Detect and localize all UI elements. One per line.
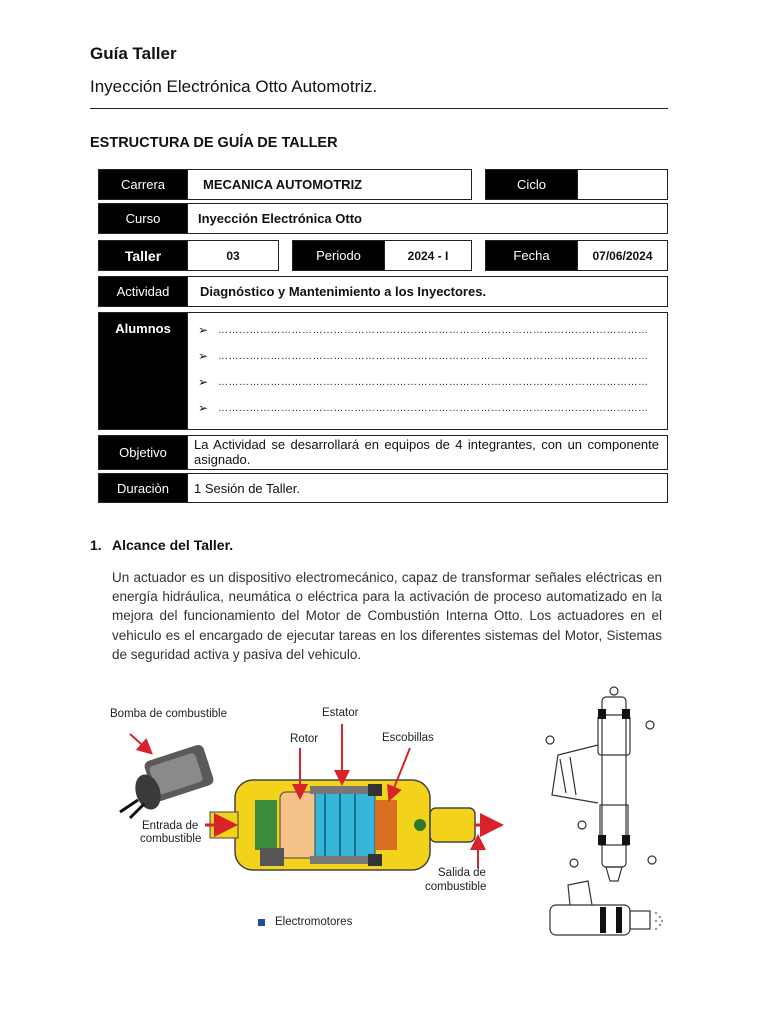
actividad-label: Actividad	[98, 276, 188, 307]
label-entrada-2: combustible	[140, 833, 202, 845]
page-subtitle: Inyección Electrónica Otto Automotriz.	[90, 77, 378, 96]
page-title: Guía Taller	[90, 44, 177, 63]
label-bomba: Bomba de combustible	[110, 708, 227, 720]
alcance-number: 1.	[90, 537, 102, 553]
alumno-line-dots: ……………………………………………………………………………………………………………	[218, 402, 649, 414]
injector-figure	[540, 685, 665, 945]
actividad-value: Diagnóstico y Mantenimiento a los Inyectores.	[187, 276, 668, 307]
alumnos-label	[98, 312, 188, 430]
objetivo-value: La Actividad se desarrollará en equipos de 4 integrantes, con un componente asignado.	[187, 435, 668, 470]
fuel-pump-figure	[100, 700, 520, 945]
fecha-label: Fecha	[485, 240, 578, 271]
injector-drawing	[540, 685, 665, 945]
alumno-line-dots: ……………………………………………………………………………………………………………	[218, 324, 649, 336]
label-escobillas: Escobillas	[382, 732, 434, 744]
alcance-title: Alcance del Taller.	[112, 537, 234, 553]
arrow-bullet-icon: ➢	[198, 349, 209, 363]
curso-label: Curso	[98, 203, 188, 234]
arrow-bullet-icon: ➢	[198, 401, 209, 415]
curso-value: Inyección Electrónica Otto	[187, 203, 668, 234]
objetivo-label: Objetivo	[98, 435, 188, 470]
duracion-label: Duraciòn	[98, 473, 188, 503]
label-entrada-1: Entrada de	[142, 820, 199, 832]
legend-electromotores: Electromotores	[275, 916, 353, 928]
label-salida-1: Salida de	[438, 867, 486, 879]
header-divider	[90, 108, 668, 109]
alumno-line[interactable]	[198, 349, 653, 363]
periodo-label: Periodo	[292, 240, 385, 271]
taller-value: 03	[187, 240, 279, 271]
alumno-line-dots: ……………………………………………………………………………………………………………	[218, 350, 649, 362]
alcance-paragraph: Un actuador es un dispositivo electromecánico, capaz de transformar señales eléctricas en energía hidráulica, neumática o eléctrica para la activación de proceso automatizado en la mejora del funcionamiento del Motor de Combustión Interna Otto. Los actuadores en el vehiculo es el encargado de ejecutar tareas en los diferentes sistemas del Motor, Sistemas de seguridad activa y pasiva del vehiculo.	[112, 570, 662, 662]
arrow-bullet-icon: ➢	[198, 375, 209, 389]
label-rotor: Rotor	[290, 733, 319, 745]
alumno-line-dots: ……………………………………………………………………………………………………………	[218, 376, 649, 388]
ciclo-value	[577, 169, 668, 200]
arrow-bullet-icon: ➢	[198, 323, 209, 337]
carrera-value: MECANICA AUTOMOTRIZ	[187, 169, 472, 200]
duracion-value: 1 Sesión de Taller.	[187, 473, 668, 503]
pump-photo	[120, 743, 215, 818]
alumno-line[interactable]	[198, 323, 653, 337]
taller-label: Taller	[98, 240, 188, 271]
label-salida-2: combustible	[425, 881, 487, 893]
ciclo-label: Ciclo	[485, 169, 578, 200]
fecha-value: 07/06/2024	[577, 240, 668, 271]
alumno-line[interactable]	[198, 401, 653, 415]
periodo-value: 2024 - I	[384, 240, 472, 271]
label-estator: Estator	[322, 707, 359, 719]
pump-housing	[210, 780, 475, 870]
alumno-line[interactable]	[198, 375, 653, 389]
carrera-label: Carrera	[98, 169, 188, 200]
alumnos-box	[187, 312, 668, 430]
section-title: ESTRUCTURA DE GUÍA DE TALLER	[90, 135, 338, 151]
alumnos-label-text: Alumnos	[115, 321, 171, 336]
